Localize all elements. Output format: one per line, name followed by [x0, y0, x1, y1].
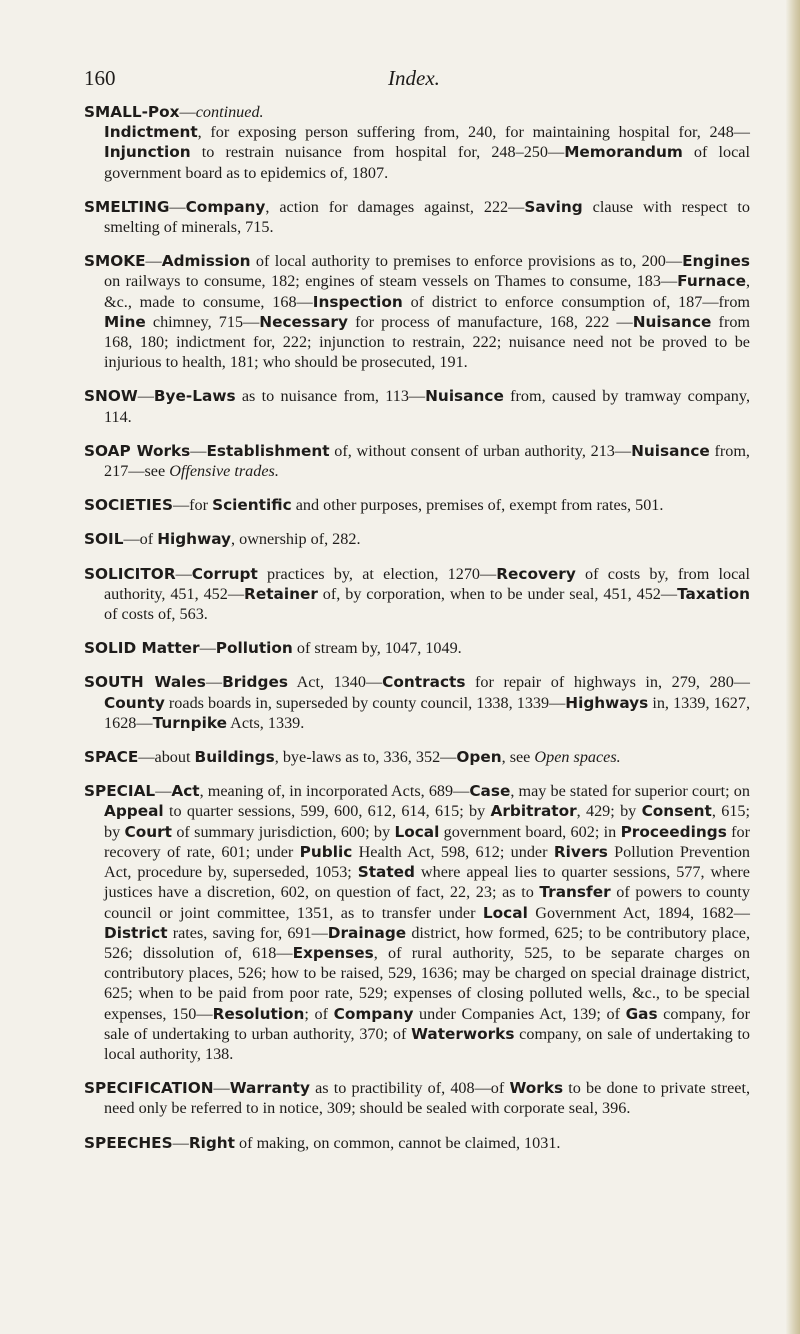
index-entry: SPECIAL—Act, meaning of, in incorporated Acts, 689—Case, may be stated for superior court; on Appeal to quarter sessions, 599, 600, 612, 614, 615; by Arbitrator, 429; by Consent, 615; by Court of summary jurisdiction, 600; by Local government board, 602; in Proceedings for recovery of rate, 601; under Public Health Act, 598, 612; under Rivers Pollution Prevention Act, procedure by, superseded, 1053; Stated where appeal lies to quarter sessions, 577, where justices have a discretion, 602, on question of fact, 22, 23; as to Transfer of powers to county council or joint committee, 1351, as to transfer under Local Government Act, 1894, 1682—District rates, saving for, 691—Drainage district, how formed, 625; to be contributory place, 526; dissolution of, 618—Expenses, of rural authority, 525, to be separate charges on contributory places, 526; how to be raised, 529, 1636; may be charged on special drainage district, 625; when to be paid from poor rate, 529; expenses of closing polluted wells, &c., to be special expenses, 150—Resolution; of Company under Companies Act, 139; of Gas company, for sale of undertaking to urban authority, 370; of Waterworks company, on sale of undertaking to local authority, 138.: [84, 782, 751, 1063]
running-head: [84, 66, 744, 96]
index-entry: SPEECHES—Right of making, on common, cannot be claimed, 1031.: [84, 1133, 561, 1152]
running-title: Index.: [388, 66, 440, 90]
index-entry: SPECIFICATION—Warranty as to practibility of, 408—of Works to be done to private street, need only be referred to in notice, 309; should be sealed with corporate seal, 396.: [84, 1079, 750, 1118]
index-entry: SOIL—of Highway, ownership of, 282.: [84, 530, 361, 549]
index-entry: SPACE—about Buildings, bye-laws as to, 336, 352—Open, see Open spaces.: [84, 748, 621, 767]
index-entry: SMOKE—Admission of local authority to premises to enforce provisions as to, 200—Engines on railways to consume, 182; engines of steam vessels on Thames to consume, 183—Furnace, &c., made to consume, 168—Inspection of district to enforce consumption of, 187—from Mine chimney, 715—Necessary for process of manufacture, 168, 222 —Nuisance from 168, 180; indictment for, 222; injunction to restrain, 222; nuisance need not be proved to be injurious to health, 181; who should be prosecuted, 191.: [84, 252, 751, 372]
index-entry: SOUTH Wales—Bridges Act, 1340—Contracts for repair of highways in, 279, 280—County roads boards in, superseded by county council, 1338, 1339—Highways in, 1339, 1627, 1628—Turnpike Acts, 1339.: [84, 673, 750, 732]
index-entry: SOLICITOR—Corrupt practices by, at election, 1270—Recovery of costs by, from local authority, 451, 452—Retainer of, by corporation, when to be under seal, 451, 452—Taxation of costs of, 563.: [84, 564, 751, 624]
index-entry: SOLID Matter—Pollution of stream by, 1047, 1049.: [84, 639, 462, 658]
page-edge: [786, 0, 800, 1334]
index-entry: SOAP Works—Establishment of, without consent of urban authority, 213—Nuisance from, 217—see Offensive trades.: [84, 441, 750, 481]
page-number: 160: [84, 66, 116, 90]
index-entry: SMELTING—Company, action for damages against, 222—Saving clause with respect to smelting of minerals, 715.: [84, 197, 750, 237]
index-entry: SNOW—Bye-Laws as to nuisance from, 113—Nuisance from, caused by tramway company, 114.: [84, 387, 750, 426]
index-entry: SOCIETIES—for Scientific and other purposes, premises of, exempt from rates, 501.: [84, 496, 664, 515]
index-entry: SMALL-Pox—continued. Indictment, for exposing person suffering from, 240, for maintaining hospital for, 248—Injunction to restrain nuisance from hospital for, 248–250—Memorandum of local government board as to epidemics of, 1807.: [84, 103, 750, 182]
index-entries: [84, 102, 750, 1167]
